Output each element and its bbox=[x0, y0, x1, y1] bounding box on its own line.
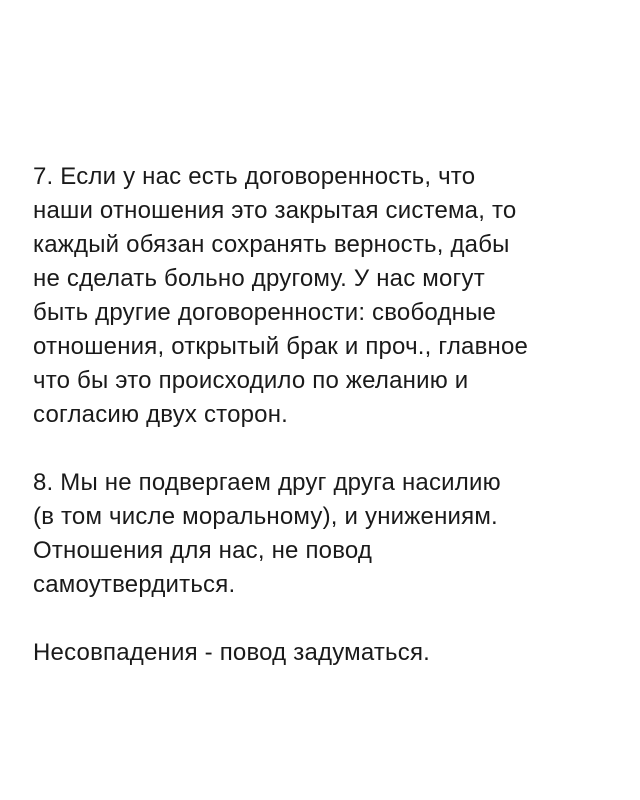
paragraph-7 bbox=[33, 160, 613, 432]
text-line: Несовпадения - повод задуматься. bbox=[33, 639, 431, 666]
closing-paragraph bbox=[33, 636, 613, 670]
paragraph-spacer bbox=[33, 432, 613, 466]
text-line: (в том числе моральному), и унижениям. bbox=[33, 503, 498, 530]
paragraph-spacer bbox=[33, 602, 613, 636]
document-text bbox=[33, 160, 613, 670]
text-line: 7. Если у нас есть договоренность, что bbox=[33, 163, 476, 190]
text-line: каждый обязан сохранять верность, дабы bbox=[33, 231, 510, 258]
text-line: Отношения для нас, не повод bbox=[33, 537, 373, 564]
text-line: 8. Мы не подвергаем друг друга насилию bbox=[33, 469, 501, 496]
text-line: самоутвердиться. bbox=[33, 571, 236, 598]
text-line: отношения, открытый брак и проч., главное bbox=[33, 333, 529, 360]
text-line: что бы это происходило по желанию и bbox=[33, 367, 469, 394]
paragraph-8 bbox=[33, 466, 613, 602]
text-line: согласию двух сторон. bbox=[33, 401, 289, 428]
text-line: не сделать больно другому. У нас могут bbox=[33, 265, 485, 292]
text-line: быть другие договоренности: свободные bbox=[33, 299, 497, 326]
text-line: наши отношения это закрытая система, то bbox=[33, 197, 517, 224]
